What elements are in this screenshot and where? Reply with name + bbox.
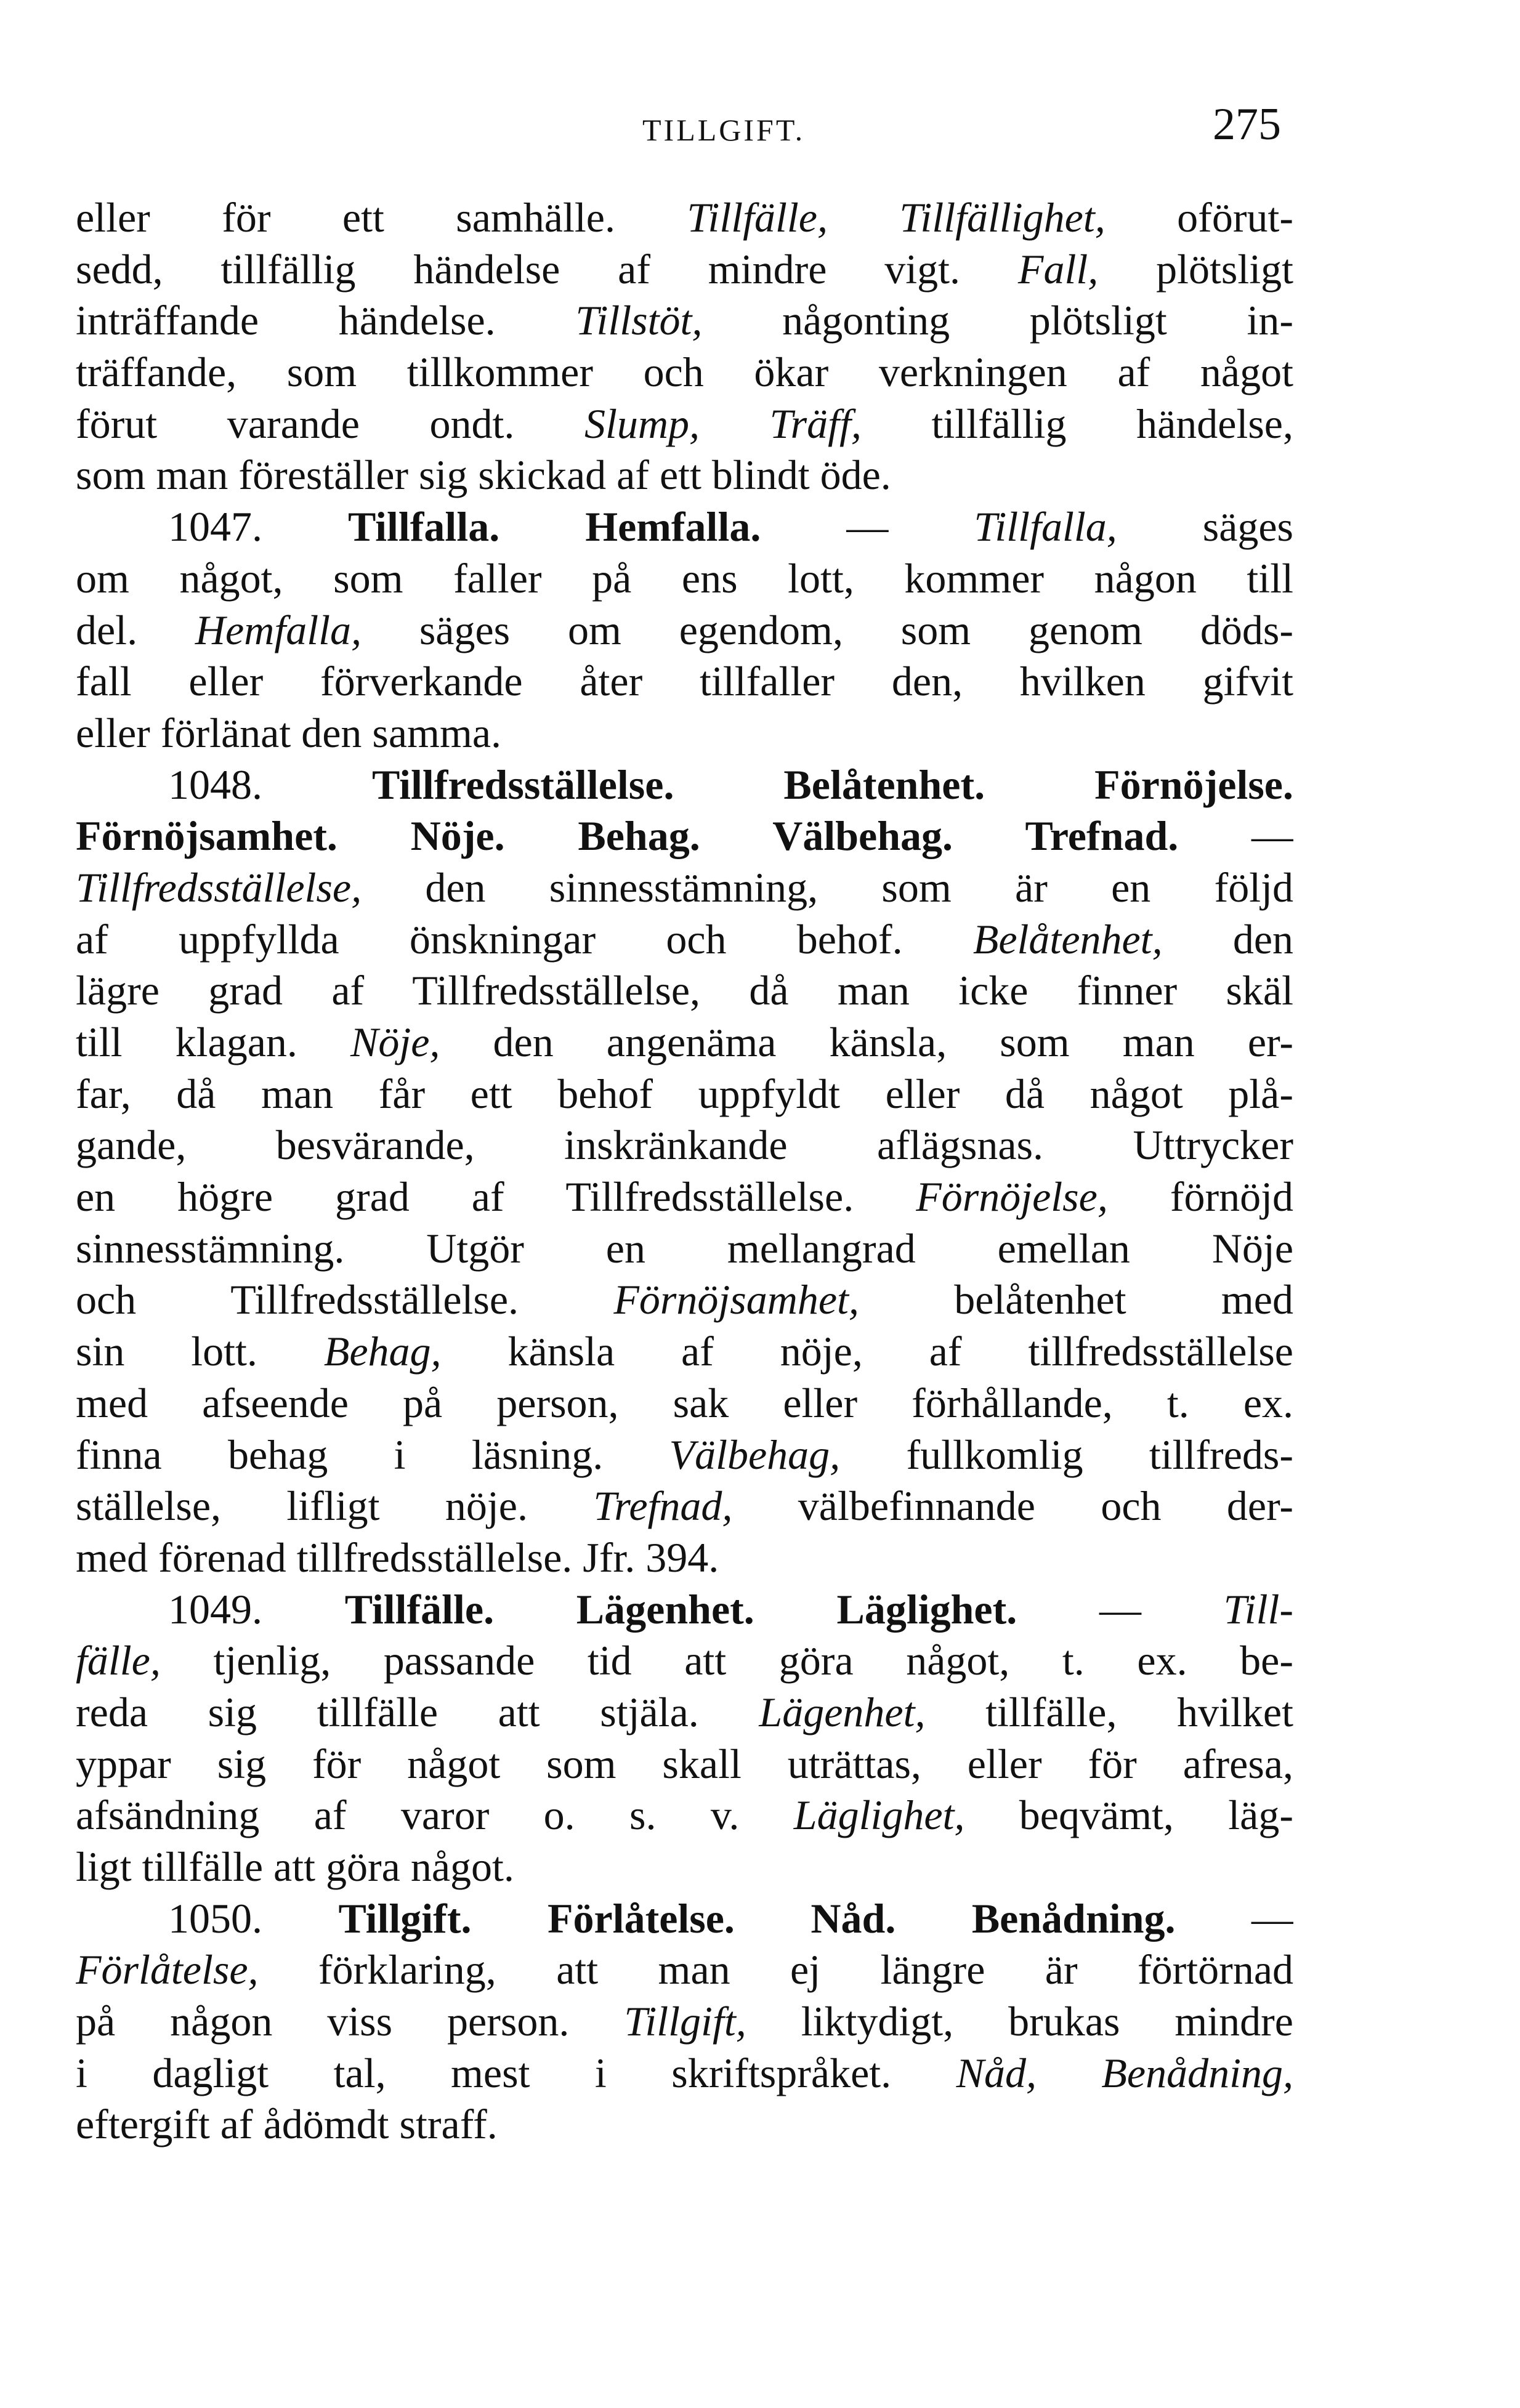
italic-term: Välbehag, — [669, 1431, 841, 1478]
text-line — [76, 810, 1293, 862]
text-segment: förut varande ondt. — [76, 400, 584, 447]
text-line — [76, 605, 1293, 657]
text-segment: far, då man får ett behof uppfyldt eller då något plå- — [76, 1070, 1293, 1117]
text-segment: 1048. — [168, 761, 372, 808]
text-line — [76, 192, 1293, 244]
text-line — [76, 1017, 1293, 1069]
text-segment: en högre grad af Tillfredsställelse. — [76, 1173, 916, 1221]
text-segment: plötsligt — [1098, 245, 1293, 293]
text-segment: fall eller förverkande åter tillfaller den, hvilken gifvit — [76, 658, 1293, 705]
entry-heading-line — [76, 501, 1293, 553]
text-segment: liktydigt, brukas mindre — [746, 1998, 1293, 2045]
text-segment: tjenlig, passande tid att göra något, t. ex. be- — [160, 1637, 1293, 1684]
italic-term: Till- — [1223, 1585, 1293, 1633]
text-segment: oförut- — [1105, 194, 1293, 241]
text-segment: yppar sig för något som skall uträttas, eller för afresa, — [76, 1740, 1293, 1787]
text-segment: sinnesstämning. Utgör en mellangrad emellan Nöje — [76, 1224, 1293, 1272]
italic-term: Tillstöt, — [575, 297, 703, 344]
page-header — [76, 99, 1293, 154]
text-segment: känsla af nöje, af tillfredsställelse — [441, 1328, 1293, 1375]
text-line — [76, 1944, 1293, 1996]
text-line — [76, 450, 1293, 501]
text-line — [76, 1739, 1293, 1790]
text-line — [76, 656, 1293, 708]
text-segment: lägre grad af Tillfredsställelse, då man icke finner skäl — [76, 967, 1293, 1014]
text-segment: ställelse, lifligt nöje. — [76, 1482, 594, 1530]
text-segment: eller för ett samhälle. — [76, 194, 687, 241]
text-line — [76, 2048, 1293, 2099]
text-segment: sin lott. — [76, 1328, 324, 1375]
text-line — [76, 862, 1293, 914]
text-segment: tillfälle, hvilket — [925, 1688, 1293, 1735]
entry-heading-line — [76, 1893, 1293, 1945]
italic-term: Läglighet, — [793, 1792, 965, 1839]
entry-heading-line — [76, 759, 1293, 811]
text-segment: beqvämt, läg- — [964, 1792, 1293, 1839]
text-segment: den — [1162, 915, 1293, 963]
entry-headword: Förnöjsamhet. Nöje. Behag. Välbehag. Trefnad. — [76, 812, 1179, 860]
text-line — [76, 1687, 1293, 1739]
page-number: 275 — [1213, 99, 1281, 150]
text-line — [76, 1171, 1293, 1223]
text-segment: afsändning af varor o. s. v. — [76, 1792, 794, 1839]
text-segment: någonting plötsligt in- — [702, 297, 1293, 344]
text-line — [76, 1635, 1293, 1687]
italic-term: Nåd, Benådning, — [956, 2049, 1293, 2096]
text-line — [76, 244, 1293, 296]
text-line — [76, 965, 1293, 1017]
text-line — [76, 1274, 1293, 1326]
entry-headword: Tillfälle. Lägenhet. Läglighet. — [344, 1585, 1017, 1633]
text-line — [76, 553, 1293, 605]
text-segment: och Tillfredsställelse. — [76, 1276, 614, 1323]
text-segment: ligt tillfälle att göra något. — [76, 1843, 514, 1890]
italic-term: Fall, — [1017, 245, 1099, 293]
text-segment: med förenad tillfredsställelse. Jfr. 394. — [76, 1533, 719, 1581]
text-segment: del. — [76, 606, 195, 653]
text-segment: 1047. — [168, 503, 348, 551]
text-segment: — — [1017, 1585, 1224, 1633]
italic-term: Förnöjelse, — [916, 1173, 1108, 1221]
text-segment: gande, besvärande, inskränkande aflägsnas. Uttrycker — [76, 1121, 1293, 1169]
text-segment: säges — [1117, 503, 1293, 551]
text-line — [76, 1223, 1293, 1275]
text-segment: belåtenhet med — [859, 1276, 1293, 1323]
entry-headword: Tillfredsställelse. Belåtenhet. Förnöjelse. — [371, 761, 1293, 808]
text-segment: tillfällig händelse, — [861, 400, 1293, 447]
italic-term: Slump, Träff, — [584, 400, 862, 447]
text-line — [76, 1996, 1293, 2048]
text-segment: — — [1178, 812, 1293, 860]
text-segment: — — [1175, 1894, 1293, 1942]
text-line — [76, 2099, 1293, 2151]
italic-term: Tillfälle, Tillfällighet, — [687, 194, 1106, 241]
text-segment: förklaring, att man ej längre är förtörnad — [258, 1946, 1293, 1994]
italic-term: Lägenhet, — [759, 1688, 926, 1735]
entry-headword: Tillfalla. Hemfalla. — [347, 503, 761, 551]
text-segment: finna behag i läsning. — [76, 1431, 669, 1478]
text-line — [76, 914, 1293, 966]
italic-term: Belåtenhet, — [972, 915, 1163, 963]
text-segment: af uppfyllda önskningar och behof. — [76, 915, 973, 963]
text-segment: 1050. — [168, 1894, 339, 1942]
text-segment: med afseende på person, sak eller förhållande, t. ex. — [76, 1379, 1293, 1426]
entry-headword: Tillgift. Förlåtelse. Nåd. Benådning. — [338, 1894, 1176, 1942]
text-line — [76, 1069, 1293, 1120]
text-segment: till klagan. — [76, 1019, 350, 1065]
entry-heading-line — [76, 1584, 1293, 1636]
text-segment: på någon viss person. — [76, 1998, 625, 2045]
text-segment: — — [761, 503, 974, 551]
running-head: TILLGIFT. — [642, 113, 806, 147]
italic-term: Hemfalla, — [195, 606, 362, 653]
italic-term: Behag, — [323, 1328, 442, 1375]
text-line — [76, 398, 1293, 450]
italic-term: Trefnad, — [593, 1482, 733, 1530]
text-segment: eftergift af ådömdt straff. — [76, 2101, 498, 2148]
text-line — [76, 1841, 1293, 1893]
text-line — [76, 347, 1293, 398]
text-line — [76, 1532, 1293, 1584]
text-line — [76, 1378, 1293, 1429]
text-line — [76, 1120, 1293, 1171]
text-segment: som man föreställer sig skickad af ett blindt öde. — [76, 451, 891, 499]
italic-term: fälle, — [76, 1637, 161, 1684]
text-line — [76, 1481, 1293, 1532]
text-segment: i dagligt tal, mest i skriftspråket. — [76, 2049, 956, 2096]
text-segment: den sinnesstämning, som är en följd — [362, 863, 1293, 911]
text-segment: välbefinnande och der- — [732, 1482, 1293, 1530]
text-segment: inträffande händelse. — [76, 297, 576, 344]
text-segment: om något, som faller på ens lott, kommer någon till — [76, 554, 1293, 602]
text-segment: reda sig tillfälle att stjäla. — [76, 1688, 759, 1735]
body-text — [76, 192, 1293, 2151]
text-segment: eller förlänat den samma. — [76, 709, 502, 756]
text-segment: träffande, som tillkommer och ökar verkningen af något — [76, 349, 1293, 396]
italic-term: Nöje, — [350, 1019, 440, 1065]
italic-term: Tillfalla, — [974, 503, 1117, 551]
italic-term: Tillgift, — [624, 1998, 746, 2045]
text-segment: 1049. — [168, 1585, 345, 1633]
text-line — [76, 1326, 1293, 1378]
text-line — [76, 1790, 1293, 1841]
text-segment: sedd, tillfällig händelse af mindre vigt. — [76, 245, 1018, 293]
text-segment: förnöjd — [1107, 1173, 1293, 1221]
italic-term: Förlåtelse, — [76, 1946, 259, 1994]
text-segment: säges om egendom, som genom döds- — [362, 606, 1293, 653]
text-segment: fullkomlig tillfreds- — [840, 1431, 1293, 1478]
italic-term: Tillfredsställelse, — [76, 863, 362, 911]
text-segment: den angenäma känsla, som man er- — [440, 1019, 1293, 1065]
text-line — [76, 1429, 1293, 1481]
text-line — [76, 295, 1293, 347]
text-line — [76, 708, 1293, 759]
italic-term: Förnöjsamhet, — [613, 1276, 859, 1323]
